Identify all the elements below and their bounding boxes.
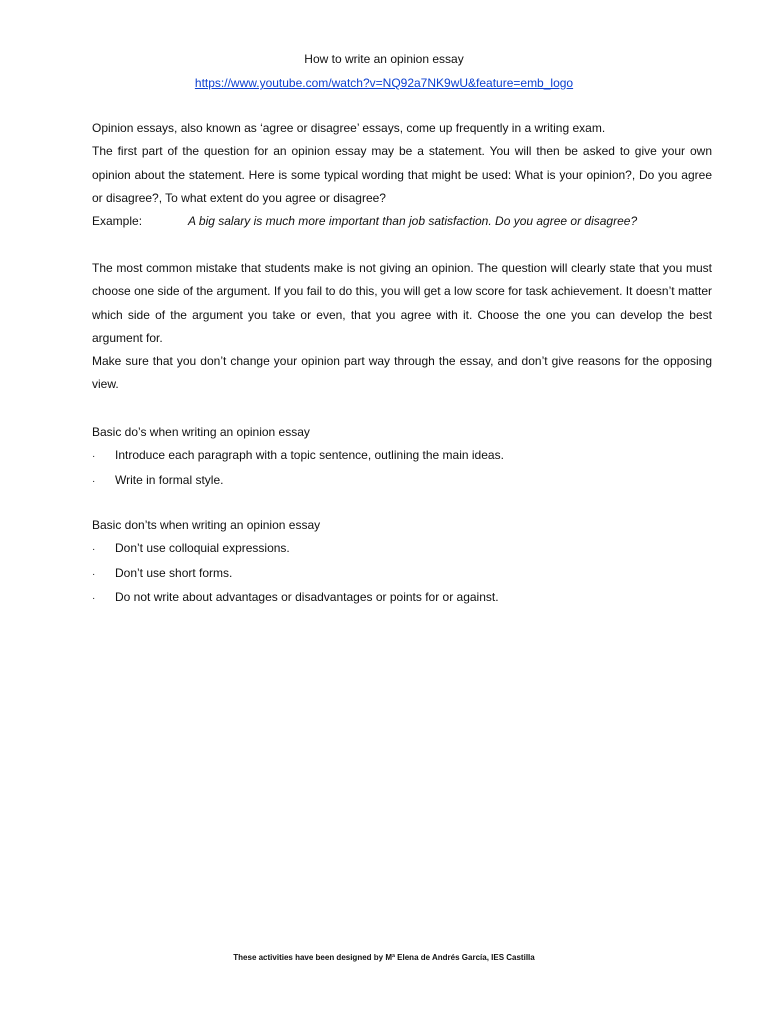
document-title: How to write an opinion essay [304, 52, 464, 66]
intro-paragraph-2: The first part of the question for an opinion essay may be a statement. You will then be asked to give your own opinion about the statement. Here is some typical wording that might be used: What is your opinion?, Do you agree or disagree?, To what extent do you agree or disagree? [92, 144, 712, 205]
donts-section [92, 514, 712, 610]
example-label: Example: [92, 214, 143, 229]
bullet-icon: · [92, 544, 96, 556]
footer-credit: These activities have been designed by Mª Elena de Andrés García, IES Castilla [233, 953, 535, 962]
dos-section [92, 421, 712, 493]
list-item-text: Don’t use colloquial expressions. [115, 541, 290, 556]
bullet-icon: · [92, 568, 96, 580]
bullet-icon: · [92, 451, 96, 463]
intro-section [92, 117, 712, 233]
youtube-link[interactable]: https://www.youtube.com/watch?v=NQ92a7NK9wU&feature=emb_logo [194, 76, 574, 90]
bullet-icon: · [92, 475, 96, 487]
donts-heading: Basic don’ts when writing an opinion essay [92, 518, 321, 532]
mistake-section [92, 257, 712, 397]
list-item [92, 444, 712, 468]
list-item-text: Introduce each paragraph with a topic sentence, outlining the main ideas. [115, 448, 504, 463]
list-item [92, 562, 712, 586]
mistake-paragraph-1: The most common mistake that students make is not giving an opinion. The question will clearly state that you must choose one side of the argument. If you fail to do this, you will get a low score for task achievement. It doesn’t matter which side of the argument you take or even, that you agree with it. Choose the one you can develop the best argument for. [92, 261, 712, 345]
list-item-text: Do not write about advantages or disadvantages or points for or against. [115, 589, 499, 604]
bullet-icon: · [92, 592, 96, 604]
list-item-text: Don’t use short forms. [115, 565, 233, 580]
list-item [92, 537, 712, 561]
list-item [92, 586, 712, 610]
intro-paragraph-1: Opinion essays, also known as ‘agree or disagree’ essays, come up frequently in a writing exam. [92, 121, 606, 135]
example-row [92, 210, 712, 233]
list-item-text: Write in formal style. [115, 472, 224, 487]
list-item [92, 469, 712, 493]
dos-heading: Basic do’s when writing an opinion essay [92, 425, 310, 439]
example-text: A big salary is much more important than job satisfaction. Do you agree or disagree? [188, 214, 638, 229]
mistake-paragraph-2: Make sure that you don’t change your opinion part way through the essay, and don’t give reasons for the opposing view. [92, 354, 712, 392]
